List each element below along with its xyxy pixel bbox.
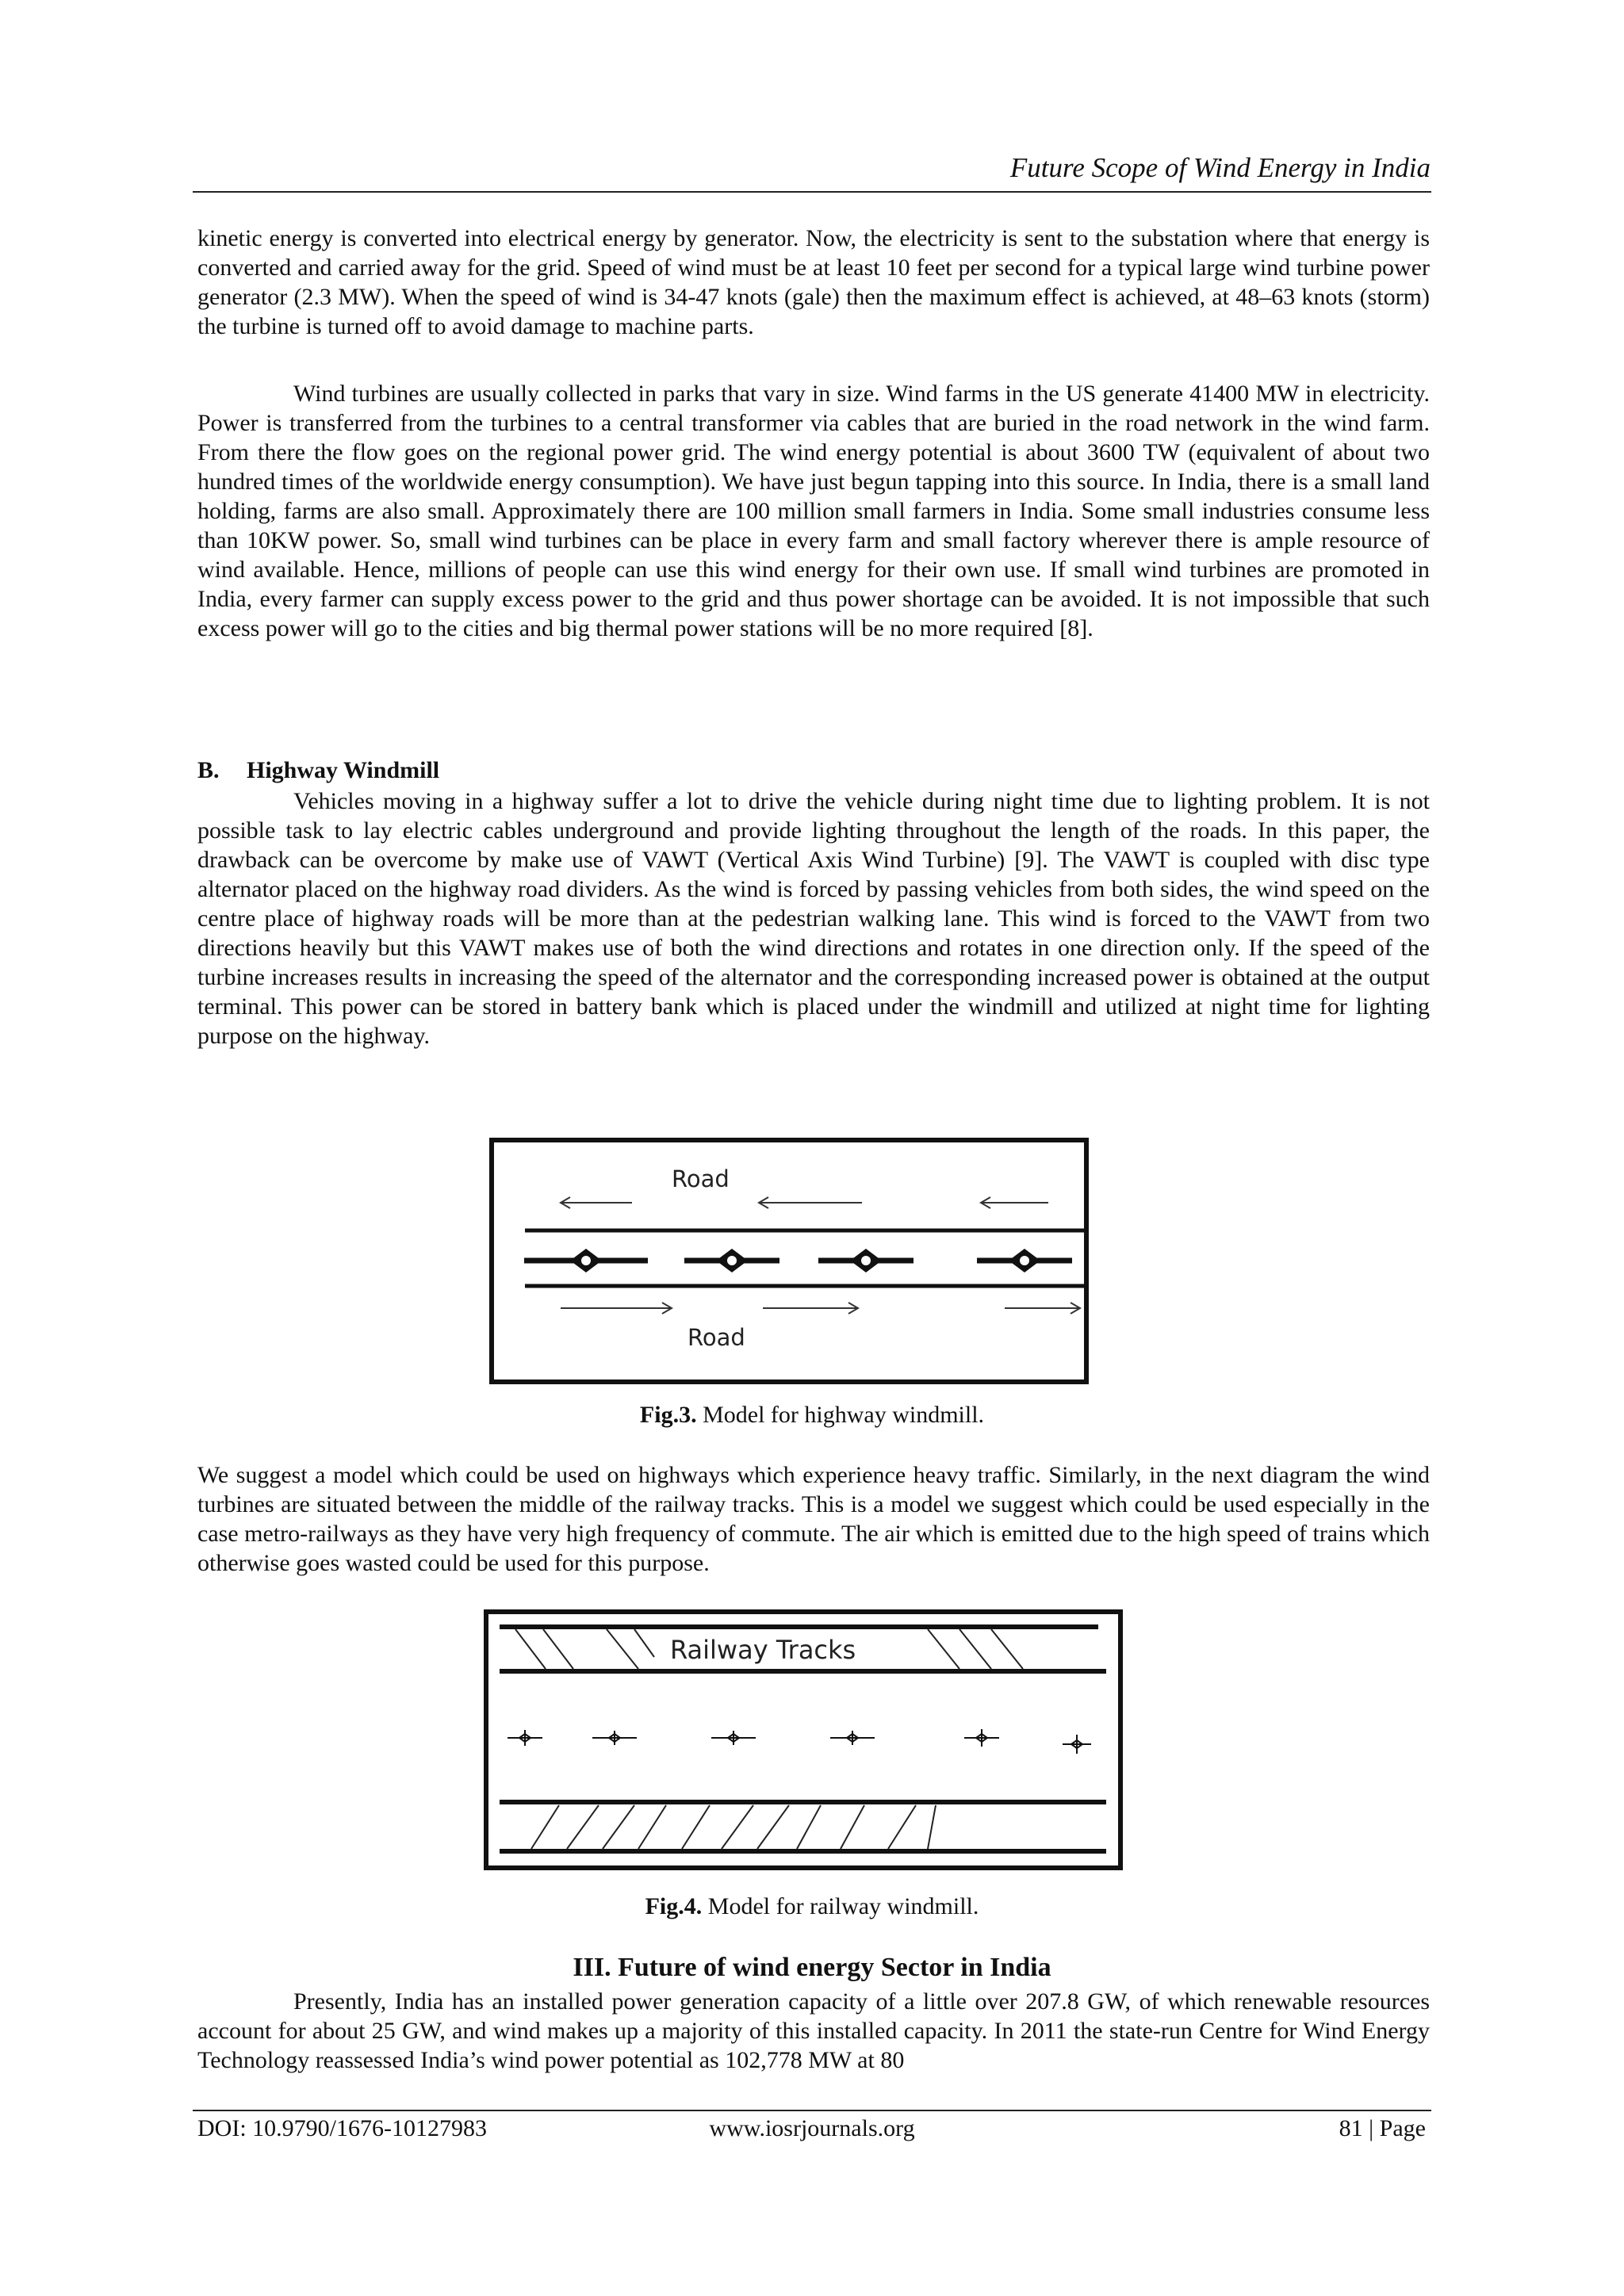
section-3-heading: III. Future of wind energy Sector in India	[573, 1953, 1051, 1982]
railway-tracks-label: Railway Tracks	[670, 1635, 856, 1665]
figure-3-caption	[0, 1400, 1624, 1429]
figure-4-caption-text: Model for railway windmill.	[702, 1893, 979, 1919]
header-rule	[193, 191, 1431, 193]
paragraph-future-wind-energy: Presently, India has an installed power generation capacity of a little over 207.8 GW, of which renewable resources account for about 25 GW, and wind makes up a majority of this installed capacity. In 2011 the state-run Centre for Wind Energy Technology reassessed India’s wind power potential as 102,778 MW at 80	[197, 1988, 1430, 2073]
figure-3-caption-text: Model for highway windmill.	[696, 1402, 985, 1428]
road-label-top: Road	[672, 1165, 730, 1192]
railway-diagram	[484, 1609, 1123, 1870]
paragraph-highway-windmill: Vehicles moving in a highway suffer a lot to drive the vehicle during night time due to lighting problem. It is not possible task to lay electric cables underground and provide lighting throughout the length of the roads. In this paper, the drawback can be overcome by make use of VAWT (Vertical Axis Wind Turbine) [9]. The VAWT is coupled with disc type alternator placed on the highway road dividers. As the wind is forced by passing vehicles from both sides, the wind speed on the centre place of highway roads will be more than at the pedestrian walking lane. This wind is forced to the VAWT from two directions heavily but this VAWT makes use of both the wind directions and rotates in one direction only. If the speed of the turbine increases results in increasing the speed of the alternator and the corresponding increased power is obtained at the output terminal. This power can be stored in battery bank which is placed under the windmill and utilized at night time for lighting purpose on the highway.	[197, 788, 1430, 1049]
road-label-bottom: Road	[688, 1324, 745, 1351]
paragraph-wind-farms: Wind turbines are usually collected in parks that vary in size. Wind farms in the US generate 41400 MW in electricity. Power is transferred from the turbines to a central transformer via cables that are buried in the road network in the wind farm. From there the flow goes on the regional power grid. The wind energy potential is about 3600 TW (equivalent of about two hundred times of the worldwide energy consumption). We have just begun tapping into this source. In India, there is a small land holding, farms are also small. Approximately there are 100 million small farmers in India. Some small industries consume less than 10KW power. So, small wind turbines can be place in every farm and small factory wherever there is ample resource of wind available. Hence, millions of people can use this wind energy for their own use. If small wind turbines are promoted in India, every farmer can supply excess power to the grid and thus power shortage can be avoided. It is not impossible that such excess power will go to the cities and big thermal power stations will be no more required [8].	[197, 381, 1430, 641]
section-b-title: Highway Windmill	[247, 757, 440, 783]
footer-journal-url: www.iosrjournals.org	[709, 2115, 915, 2141]
footer-doi: DOI: 10.9790/1676-10127983	[197, 2115, 487, 2141]
paragraph-suggested-model: We suggest a model which could be used on highways which experience heavy traffic. Similarly, in the next diagram the wind turbines are situated between the middle of the railway tracks. This is a model we suggest which could be used especially in the case metro-railways as they have very high frequency of commute. The air which is emitted due to the high speed of trains which otherwise goes wasted could be used for this purpose.	[197, 1462, 1430, 1576]
section-b-heading	[197, 756, 439, 785]
figure-4-number: Fig.4.	[645, 1893, 703, 1919]
figure-railway-windmill	[484, 1609, 1123, 1870]
figure-highway-windmill	[489, 1138, 1089, 1384]
running-title: Future Scope of Wind Energy in India	[1009, 152, 1431, 183]
figure-4-caption	[0, 1892, 1624, 1921]
footer-rule	[193, 2110, 1431, 2111]
footer-page-number: 81 | Page	[1339, 2115, 1426, 2141]
figure-3-number: Fig.3.	[639, 1402, 697, 1428]
section-b-number: B.	[197, 757, 220, 783]
paragraph-kinetic-energy: kinetic energy is converted into electrical energy by generator. Now, the electricity is sent to the substation where that energy is converted and carried away for the grid. Speed of wind must be at least 10 feet per second for a typical large wind turbine power generator (2.3 MW). When the speed of wind is 34-47 knots (gale) then the maximum effect is achieved, at 48–63 knots (storm) the turbine is turned off to avoid damage to machine parts.	[197, 225, 1430, 339]
highway-diagram	[489, 1138, 1089, 1384]
